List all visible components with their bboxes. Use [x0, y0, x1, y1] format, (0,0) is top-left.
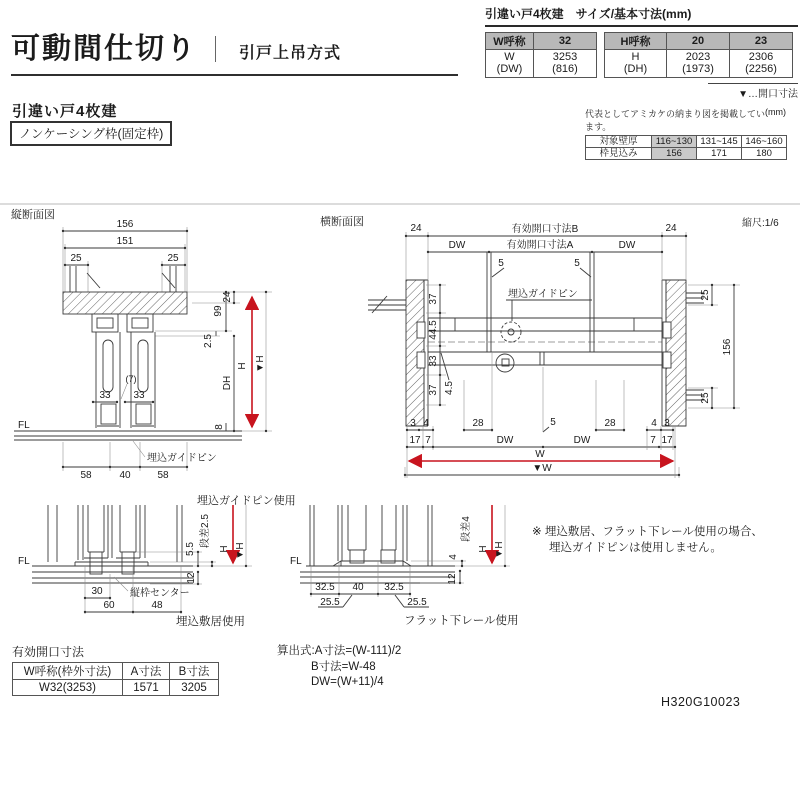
dim-label: 33 — [133, 390, 145, 401]
dim-label: 17 — [661, 435, 673, 446]
dim-label: 33 — [99, 390, 111, 401]
dim-label: 2.5 — [203, 334, 214, 348]
dim-label: 156 — [116, 219, 134, 230]
hsec-extension-lines — [405, 232, 740, 478]
h-size-cell-23: 23 — [730, 33, 793, 50]
wall-cell: 180 — [742, 148, 787, 160]
dim-label: 5 — [574, 258, 580, 269]
dim-label: 5 — [550, 417, 556, 428]
calc-formulas — [277, 644, 401, 691]
dim-label: 28 — [472, 418, 484, 429]
opening-b-label: 有効開口寸法B — [511, 224, 579, 235]
h-value-cell-23: 2306 (2256) — [730, 50, 793, 78]
opening-value-b: 3205 — [170, 680, 219, 696]
h-size-table — [604, 32, 793, 78]
dim-label: 58 — [80, 470, 92, 481]
page-title: 可動間仕切り — [11, 33, 198, 65]
w-value-cell: 3253 (816) — [534, 50, 597, 78]
dim-label: 25 — [700, 392, 711, 404]
dim-label: 5.5 — [185, 542, 196, 556]
dw-label: DW — [618, 240, 636, 251]
opening-header-a: A寸法 — [123, 663, 170, 680]
dim-label: 32.5 — [384, 582, 404, 593]
dim-label: 58 — [157, 470, 169, 481]
dim-label: 37 — [428, 384, 439, 396]
fl-label: FL — [18, 420, 30, 431]
dim-label-h-open: ▼H — [494, 541, 505, 559]
dim-label-h-open: ▼H — [255, 355, 266, 373]
opening-value-a: 1571 — [123, 680, 170, 696]
horizontal-section-drawing — [320, 214, 779, 478]
sill-detail-caption: 埋込敷居使用 — [176, 616, 245, 628]
opening-a-label: 有効開口寸法A — [506, 240, 574, 251]
formula-a: 算出式:A寸法=(W-111)/2 — [277, 645, 402, 657]
wall-cell: 156 — [652, 148, 697, 160]
dim-label: 12 — [447, 573, 458, 585]
dim-label: 24 — [665, 223, 677, 234]
dim-label: 30 — [91, 586, 103, 597]
opening-table-block — [12, 643, 219, 696]
formula-dw: DW=(W+11)/4 — [311, 676, 384, 688]
dim-label: 25.5 — [320, 597, 340, 608]
dim-label: 8 — [214, 424, 225, 430]
wall-cell: 146~160 — [742, 136, 787, 148]
dim-label-h: H — [478, 545, 489, 553]
dim-label: 7 — [425, 435, 431, 446]
dim-label: DH — [222, 375, 233, 391]
scale-label: 縮尺:1/6 — [742, 218, 779, 229]
dim-label: 40 — [352, 582, 364, 593]
size-table-block — [485, 5, 798, 100]
dim-label: 25 — [167, 253, 179, 264]
opening-header-b: B寸法 — [170, 663, 219, 680]
wall-table — [585, 135, 787, 160]
w-size-table — [485, 32, 597, 78]
dim-label: 44.5 — [428, 320, 439, 340]
frame-center-label: 縦枠センター — [130, 588, 190, 599]
dim-label: 28 — [604, 418, 616, 429]
dim-label: 99 — [213, 305, 224, 317]
vertical-section-drawing — [11, 207, 272, 481]
wall-cell: 131~145 — [697, 136, 742, 148]
dim-label: 5 — [498, 258, 504, 269]
guide-pin-usage-caption: 埋込ガイドピン使用 — [197, 495, 296, 507]
dim-label: 4 — [423, 418, 429, 429]
dim-label: 151 — [116, 236, 134, 247]
dim-label: 4 — [448, 554, 459, 560]
h-value-cell-20: 2023 (1973) — [667, 50, 730, 78]
w-size-cell: 32 — [534, 33, 597, 50]
main-section-drawings — [0, 200, 800, 490]
h-size-cell-20: 20 — [667, 33, 730, 50]
dim-label: (7) — [125, 374, 137, 384]
wall-table-block — [585, 107, 786, 160]
dim-label: 25 — [700, 289, 711, 301]
dim-label: 4.5 — [444, 381, 455, 395]
guide-pin-label: 埋込ガイドピン — [147, 453, 217, 464]
fl-label: FL — [290, 556, 302, 567]
dim-label: 17 — [409, 435, 421, 446]
wall-table-note: 代表としてアミカケの納まり図を掲載しています。 — [585, 109, 766, 132]
size-table-title: 引違い戸4枚建 サイズ/基本寸法(mm) — [485, 5, 798, 27]
dim-label: 4 — [651, 418, 657, 429]
horizontal-section-caption: 横断面図 — [320, 216, 364, 228]
vsec-dim-dots — [62, 230, 267, 468]
h-header-cell: H呼称 — [605, 33, 667, 50]
opening-table-title: 有効開口寸法 — [12, 645, 85, 659]
hsec-structure — [368, 252, 704, 426]
wall-row2-label: 枠見込み — [586, 148, 652, 160]
sill-detail-drawing — [18, 493, 296, 628]
document-code: H320G10023 — [661, 695, 741, 709]
rail-detail-drawing — [290, 505, 519, 627]
dim-label: 25.5 — [407, 597, 427, 608]
rail-detail-caption: フラット下レール使用 — [404, 615, 519, 627]
w-label-cell: W (DW) — [486, 50, 534, 78]
dim-label-w-open: ▼W — [532, 463, 552, 474]
title-rule — [11, 74, 458, 76]
dim-label: 25 — [70, 253, 82, 264]
dim-label: 24 — [222, 291, 233, 303]
dim-label: 37 — [428, 293, 439, 305]
usage-note — [532, 524, 763, 556]
dw-label: DW — [496, 435, 514, 446]
dim-label: 156 — [722, 338, 733, 356]
dim-label: 7 — [650, 435, 656, 446]
wall-row1-label: 対象壁厚 — [586, 136, 652, 148]
opening-value-w: W32(3253) — [13, 680, 123, 696]
dim-label-h: H — [237, 362, 248, 370]
dw-label: DW — [573, 435, 591, 446]
opening-table — [12, 662, 219, 696]
w-header-cell: W呼称 — [486, 33, 534, 50]
formula-b: B寸法=W-48 — [311, 660, 376, 673]
dim-label: 48 — [151, 600, 163, 611]
frame-type-box: ノンケーシング枠(固定枠) — [10, 121, 172, 146]
wall-cell: 116~130 — [652, 136, 697, 148]
dim-label: 32.5 — [315, 582, 335, 593]
dim-label: 12 — [186, 572, 197, 584]
dim-label: 3 — [410, 418, 416, 429]
dim-label: 60 — [103, 600, 115, 611]
wall-table-unit: (mm) — [765, 107, 786, 117]
bottom-detail-drawings — [0, 490, 560, 650]
wall-cell: 171 — [697, 148, 742, 160]
dw-label: DW — [448, 240, 466, 251]
dim-label-w: W — [535, 449, 545, 460]
fl-label: FL — [18, 556, 30, 567]
dim-label-h-open: ▼H — [235, 542, 246, 560]
dim-label: 33 — [428, 355, 439, 367]
page-subtitle: 引戸上吊方式 — [239, 45, 342, 62]
dim-label-h: H — [219, 545, 230, 553]
guide-pin-label: 埋込ガイドピン — [508, 289, 578, 300]
h-label-cell: H (DH) — [605, 50, 667, 78]
dim-label: 段差2.5 — [200, 514, 211, 548]
vsec-dim-lines — [63, 231, 234, 467]
usage-note-line2: 埋込ガイドピンは使用しません。 — [549, 542, 722, 554]
dim-label: 40 — [119, 470, 131, 481]
dim-label: 24 — [410, 223, 422, 234]
dim-label: 3 — [664, 418, 670, 429]
opening-legend: ▼…開口寸法 — [708, 83, 798, 100]
opening-header-w: W呼称(枠外寸法) — [13, 663, 123, 680]
usage-note-line1: ※ 埋込敷居、フラット下レール使用の場合、 — [532, 526, 763, 538]
title-divider — [215, 36, 216, 62]
vertical-section-caption: 縦断面図 — [11, 209, 55, 221]
product-heading: 引違い戸4枚建 — [12, 103, 118, 120]
dim-label: 段差4 — [461, 516, 472, 542]
